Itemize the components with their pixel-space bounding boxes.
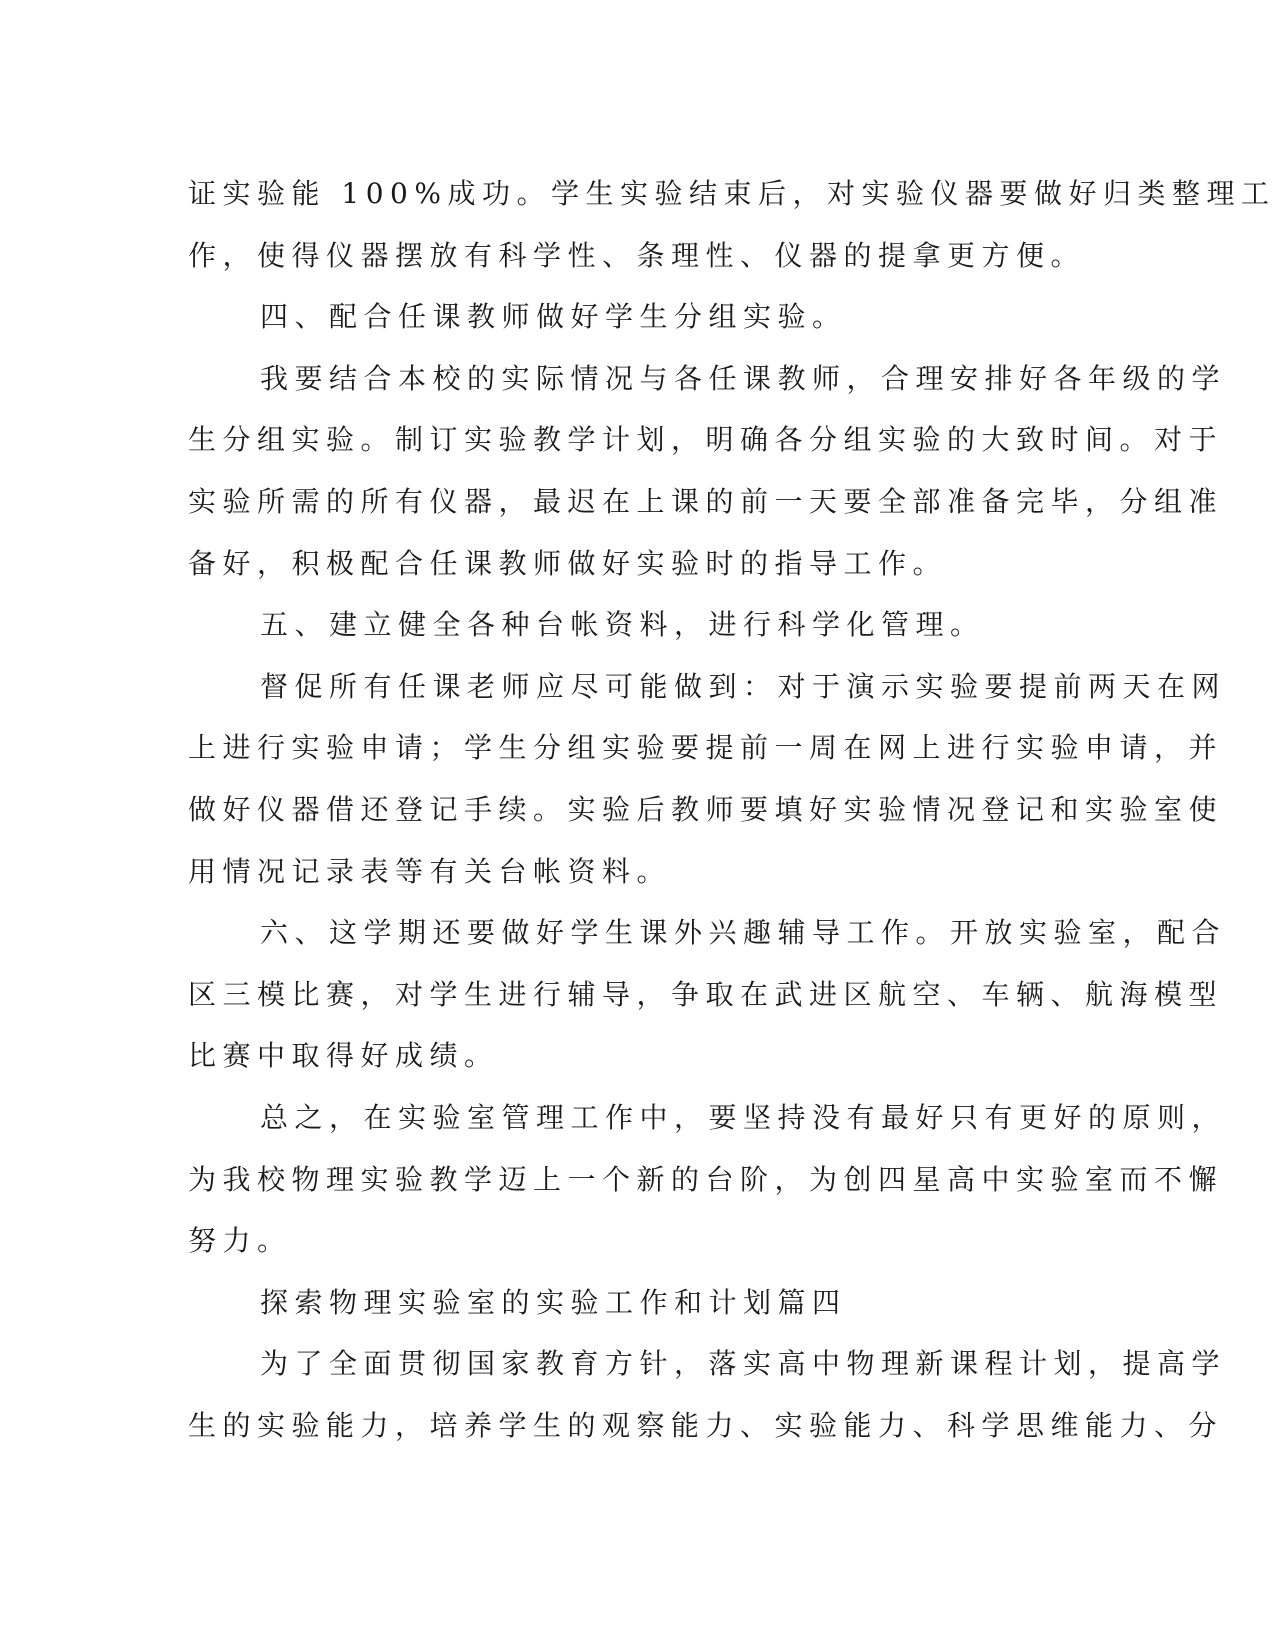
text-line: 我要结合本校的实际情况与各任课教师，合理安排好各年级的学 <box>260 361 1227 395</box>
text-line: 实验所需的所有仪器，最迟在上课的前一天要全部准备完毕，分组准 <box>188 484 1224 518</box>
text-line: 作，使得仪器摆放有科学性、条理性、仪器的提拿更方便。 <box>188 238 1086 272</box>
text-line: 总之，在实验室管理工作中，要坚持没有最好只有更好的原则， <box>260 1100 1227 1134</box>
section-heading: 五、建立健全各种台帐资料，进行科学化管理。 <box>260 608 985 642</box>
article-title: 探索物理实验室的实验工作和计划篇四 <box>260 1285 847 1319</box>
text-line: 督促所有任课老师应尽可能做到：对于演示实验要提前两天在网 <box>260 669 1227 703</box>
text-line: 做好仪器借还登记手续。实验后教师要填好实验情况登记和实验室使 <box>188 792 1224 826</box>
section-heading: 六、这学期还要做好学生课外兴趣辅导工作。开放实验室，配合 <box>260 916 1227 950</box>
text-line: 生分组实验。制订实验教学计划，明确各分组实验的大致时间。对于 <box>188 423 1224 457</box>
text-line: 为了全面贯彻国家教育方针，落实高中物理新课程计划，提高学 <box>260 1347 1227 1381</box>
text-line: 证实验能 100%成功。学生实验结束后，对实验仪器要做好归类整理工 <box>188 177 1275 210</box>
section-heading: 四、配合任课教师做好学生分组实验。 <box>260 300 847 334</box>
text-line: 努力。 <box>188 1224 292 1258</box>
text-line: 用情况记录表等有关台帐资料。 <box>188 854 672 888</box>
text-line: 生的实验能力，培养学生的观察能力、实验能力、科学思维能力、分 <box>188 1408 1224 1442</box>
document-body <box>188 163 1275 1456</box>
text-line: 上进行实验申请；学生分组实验要提前一周在网上进行实验申请，并 <box>188 731 1224 765</box>
text-line: 备好，积极配合任课教师做好实验时的指导工作。 <box>188 546 948 580</box>
text-line: 为我校物理实验教学迈上一个新的台阶，为创四星高中实验室而不懈 <box>188 1162 1224 1196</box>
text-line: 比赛中取得好成绩。 <box>188 1039 499 1073</box>
text-line: 区三模比赛，对学生进行辅导，争取在武进区航空、车辆、航海模型 <box>188 977 1224 1011</box>
